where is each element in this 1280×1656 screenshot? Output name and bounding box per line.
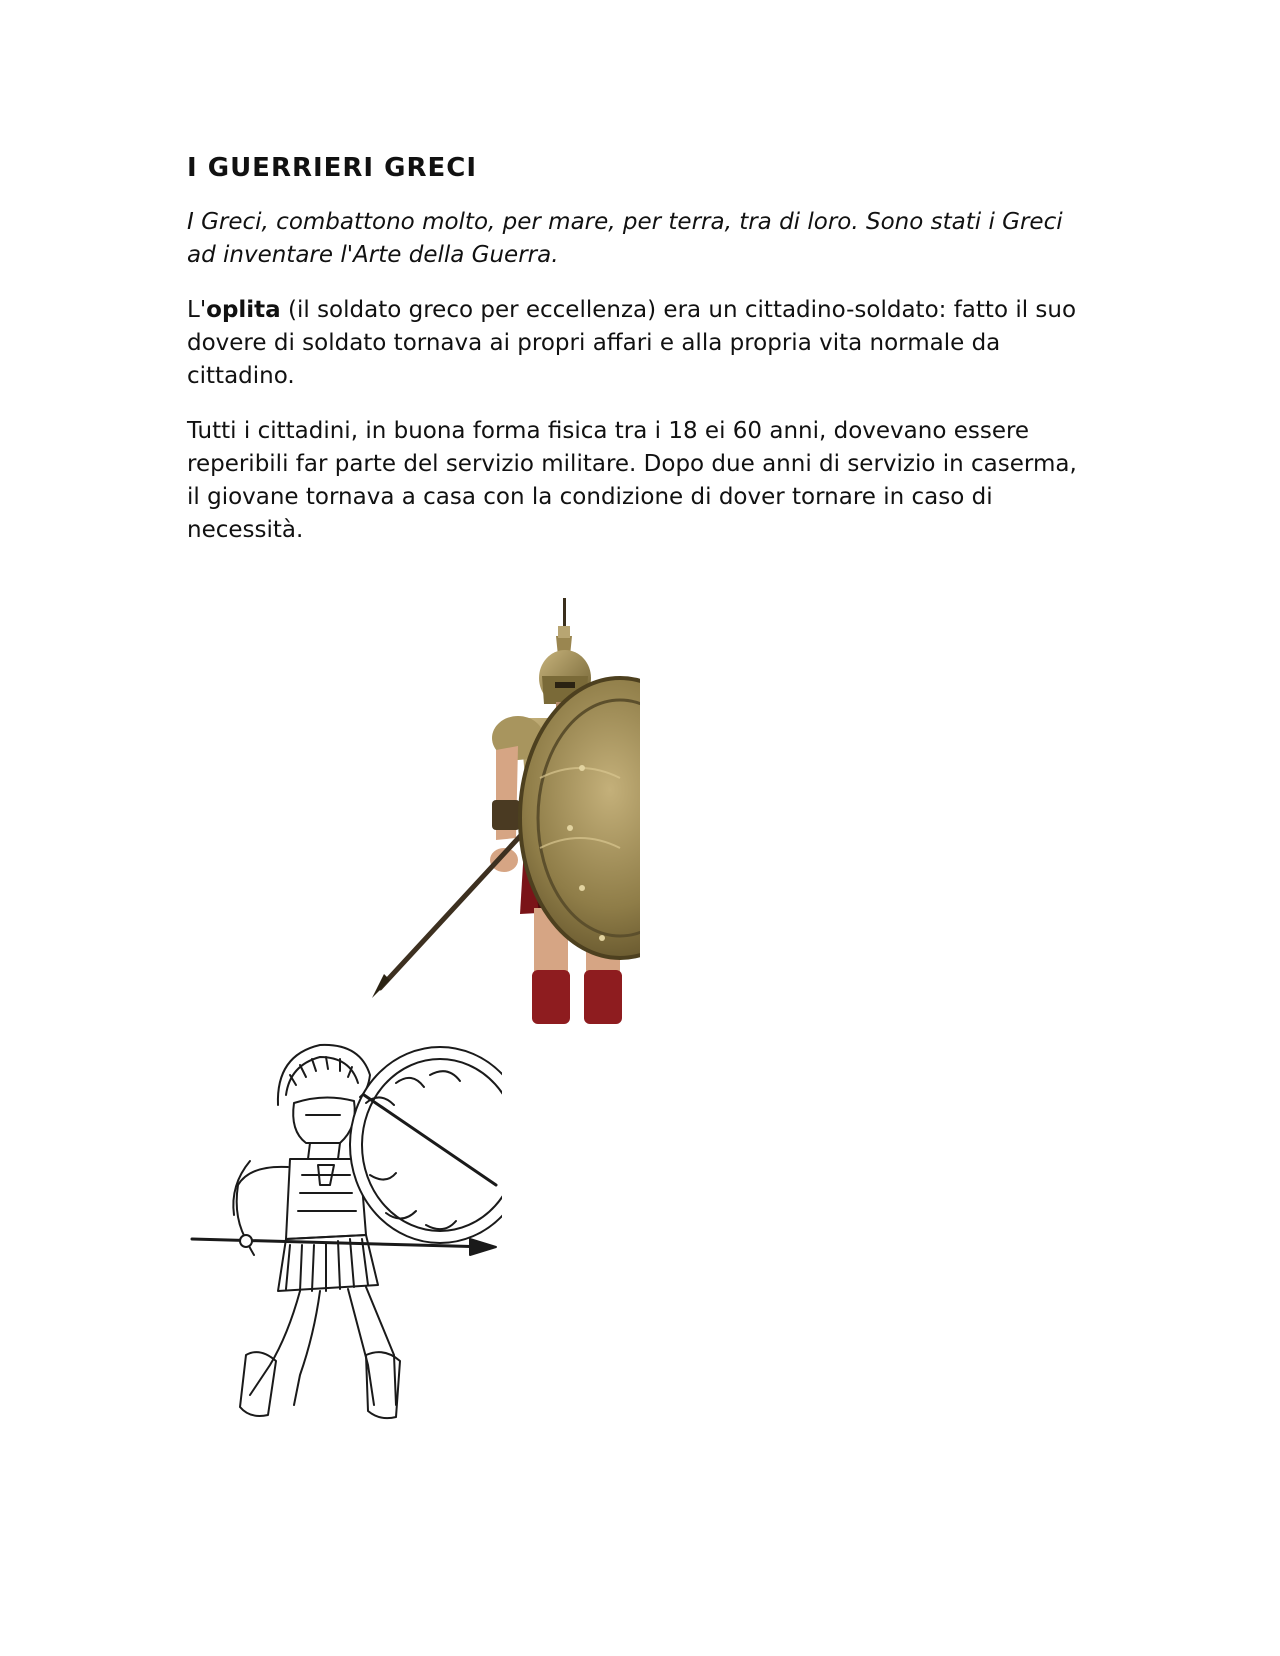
intro-paragraph: I Greci, combattono molto, per mare, per terra, tra di loro. Sono stati i Greci ad inventare l'Arte della Guerra. (187, 209, 1063, 268)
service-paragraph: Tutti i cittadini, in buona forma fisica tra i 18 ei 60 anni, dovevano essere reperibili far parte del servizio militare. Dopo due anni di servizio in caserma, il giovane tornava a casa con la condizione di dover tornare in caso di necessità. (187, 418, 1077, 543)
oplita-rest: (il soldato greco per eccellenza) era un cittadino-soldato: fatto il suo dovere di soldato tornava ai propri affari e alla propria vita normale da cittadino. (187, 297, 1077, 389)
hoplite-color-illustration (320, 578, 640, 1024)
oplita-term: oplita (206, 297, 281, 323)
oplita-prefix: L' (187, 297, 207, 323)
oplita-paragraph (187, 294, 1087, 393)
document-body (187, 148, 1087, 547)
page-title: I GUERRIERI GRECI (187, 153, 478, 183)
hoplite-line-illustration (190, 1035, 502, 1425)
